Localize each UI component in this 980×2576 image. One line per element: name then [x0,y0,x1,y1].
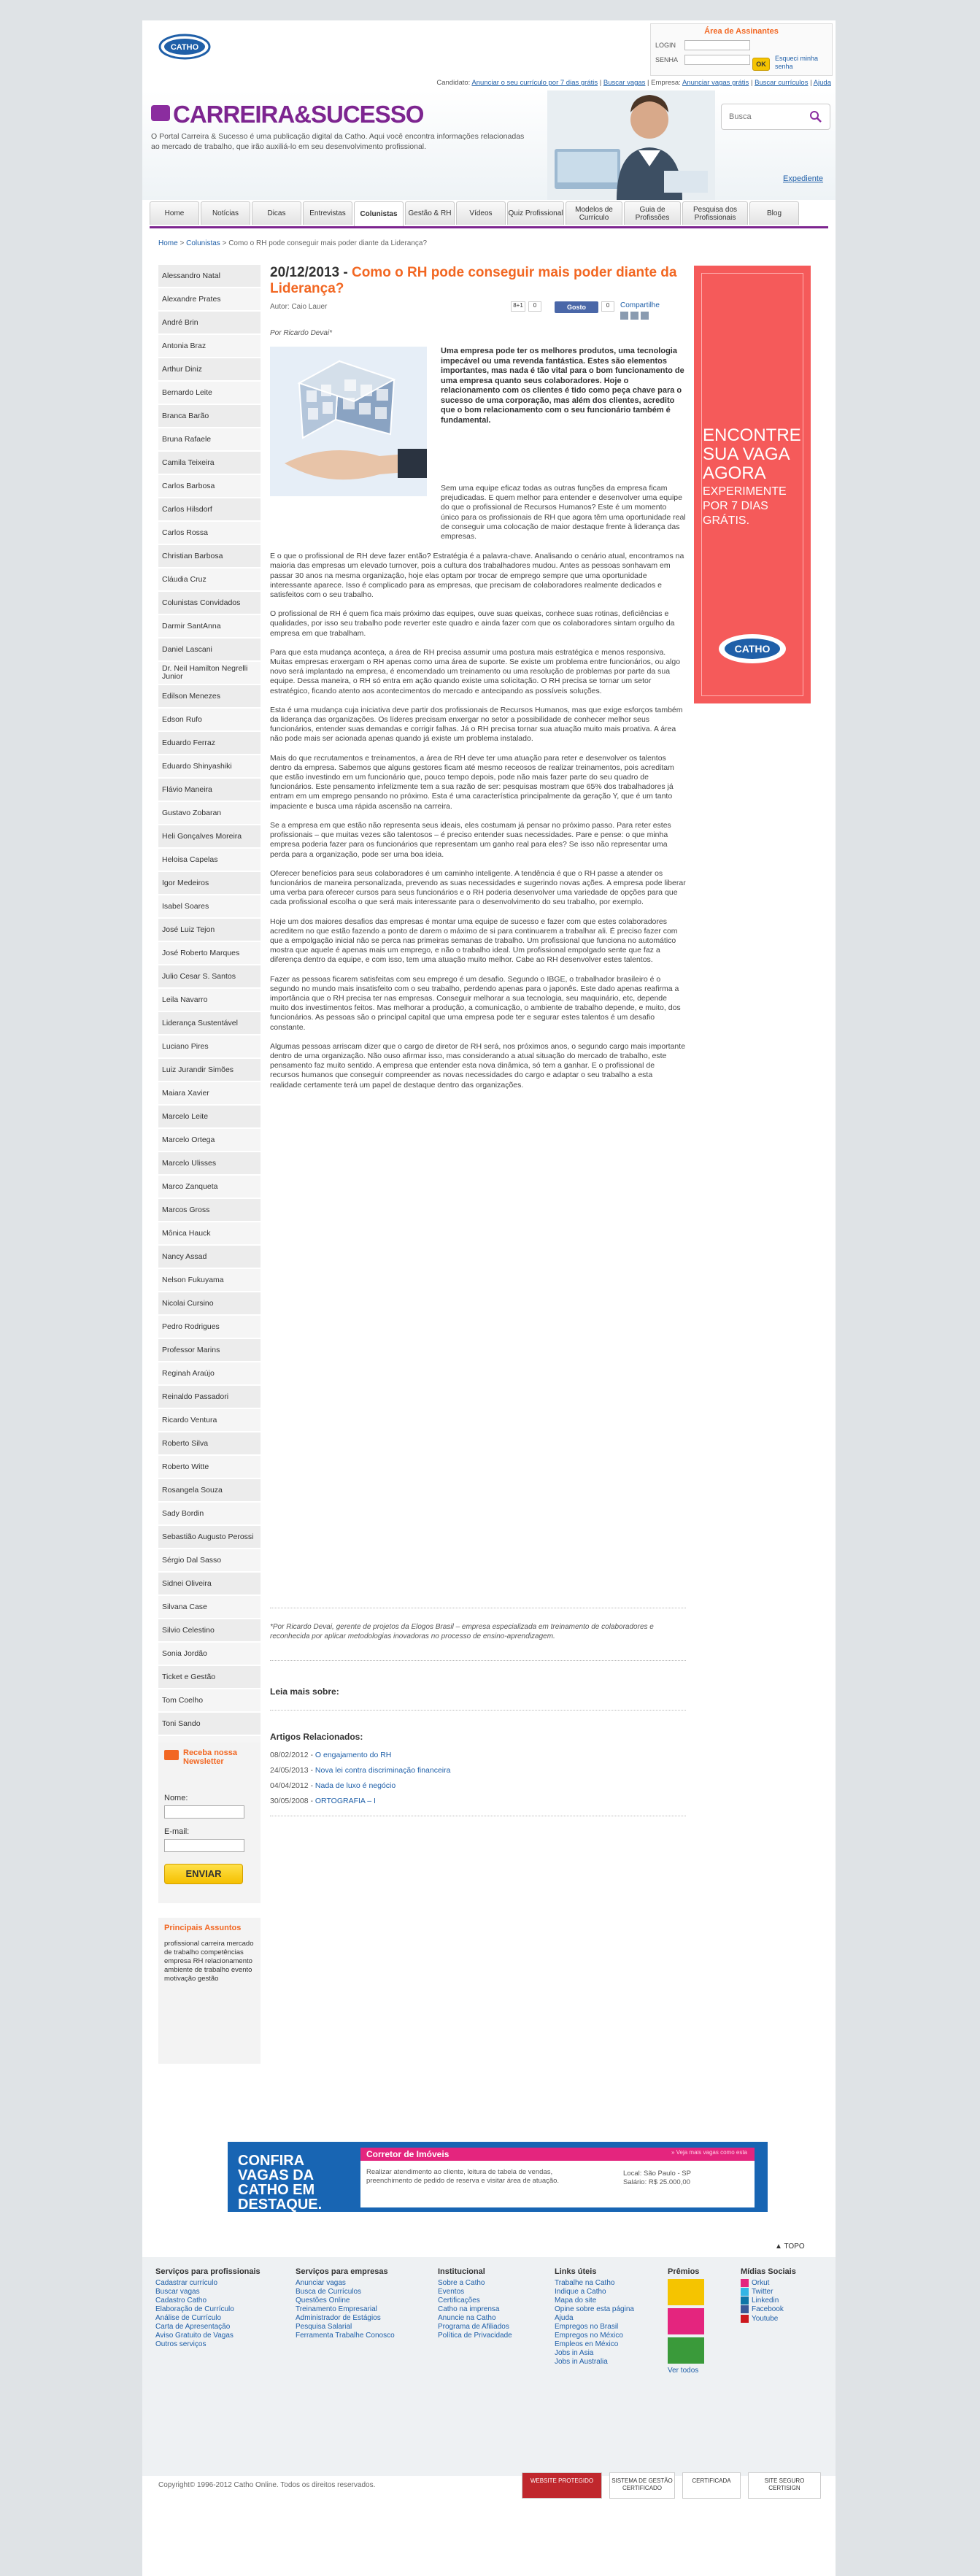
footer-link[interactable]: Treinamento Empresarial [296,2305,377,2313]
sidebar-item-columnist[interactable]: Eduardo Shinyashiki [158,755,261,779]
footer-col-title: Serviços para empresas [296,2267,388,2276]
article-date: 20/12/2013 - [270,265,348,280]
sidebar-item-columnist[interactable]: Roberto Silva [158,1432,261,1456]
footer-link[interactable]: Ferramenta Trabalhe Conosco [296,2332,395,2340]
sidebar-item-columnist[interactable]: Nancy Assad [158,1246,261,1269]
award-badge[interactable] [668,2279,704,2305]
sidebar-item-columnist[interactable]: Edilson Menezes [158,685,261,709]
print-icon[interactable] [620,312,628,320]
sidebar-item-columnist[interactable]: Sonia Jordão [158,1643,261,1666]
sidebar-item-columnist[interactable]: Professor Marins [158,1339,261,1362]
sidebar-item-columnist[interactable]: Branca Barão [158,405,261,428]
sidebar-item-columnist[interactable]: Carlos Hilsdorf [158,498,261,522]
candidato-label: Candidato: [436,79,471,87]
sidebar-item-columnist[interactable]: Toni Sando [158,1713,261,1736]
tab-quiz-profissional[interactable]: Quiz Profissional [507,201,564,225]
article-title [270,265,686,297]
sub-navigation: Candidato: Anunciar o seu currículo por 7 dias grátis | Buscar vagas | Empresa: Anunciar vagas grátis | Buscar currículos | Ajuda [436,79,831,87]
footer-link[interactable]: Outros serviços [155,2340,207,2348]
ad-headline: ENCONTRE SUA VAGA AGORA [703,425,801,483]
login-box [650,23,833,76]
article-lead: Uma empresa pode ter os melhores produtos, uma tecnologia impecável ou uma revenda fantástica. Estes são elementos importantes, mas nada é tão vital para o bom funcionamento de uma empresa quanto seus colaboradores. Hoje o relacionamento com os clientes é tido como peça chave para o sucesso de uma corporação, mas além dos clientes, acredito que o bom relacionamento com o seu funcionário também é fundamental. [441,347,684,425]
job-card-more-link[interactable]: » Veja mais vagas como esta [671,2149,747,2156]
sidebar-item-columnist[interactable]: Darmir SantAnna [158,615,261,639]
sidebar-item-columnist[interactable]: Pedro Rodrigues [158,1316,261,1339]
tab-underline [150,226,828,228]
social-link-label: Youtube [752,2314,779,2323]
copyright: Copyright© 1996-2012 Catho Online. Todos os direitos reservados. [158,2481,376,2489]
sidebar-item-columnist[interactable]: Daniel Lascani [158,639,261,662]
gplus-button[interactable]: 8+1 [511,301,525,312]
seal-certisign[interactable]: SITE SEGURO CERTISIGN [748,2472,821,2499]
footer-link[interactable]: Mapa do site [555,2297,597,2305]
footer-col-institucional [438,2267,540,2340]
sidebar-item-columnist[interactable]: Sady Bordin [158,1503,261,1526]
article-paragraph: Sem uma equipe eficaz todas as outras funções da empresa ficam prejudicadas. E quem melhor para entender e desenvolver uma equipe do que o profissional de Recursos Humanos? Este é um momento único para os profissionais de RH que agora têm uma oportunidade real de conseguir uma colocação de maior destaque frente à liderança das empresas. [441,484,686,541]
header-banner [142,90,836,200]
footer-col-title: Links úteis [555,2267,597,2276]
newsletter-box [158,1743,261,1903]
article-paragraph: Se a empresa em que estão não representa seus ideais, eles costumam já pensar no próximo passo. Para reter estes profissionais – que muitas vezes são talentosos – é preciso entender suas necessidades. Pare e pense: o que minha empresa poderia fazer para os funcionários que representam um ganho real para eles? Se isso não representar uma perda para a organização, pode ser uma boa ideia. [270,820,671,859]
footer-link[interactable]: Aviso Gratuito de Vagas [155,2332,234,2340]
footer-link[interactable]: Política de Privacidade [438,2332,512,2340]
related-articles-heading: Artigos Relacionados: [270,1732,363,1742]
related-date: 30/05/2008 - [270,1797,313,1805]
job-card-salary: Salário: R$ 25.000,00 [623,2178,690,2186]
facebook-like-button[interactable]: Gosto [555,301,598,313]
tab-home[interactable]: Home [150,201,199,225]
sidebar-item-columnist[interactable]: Maiara Xavier [158,1082,261,1106]
brand-description: O Portal Carreira & Sucesso é uma publicação digital da Catho. Aqui você encontra informações relacionadas ao mercado de trabalho, que irão auxiliá-lo em seu desenvolvimento profissional. [151,132,525,151]
social-link-label: Linkedin [752,2297,779,2305]
related-articles-list [270,1748,686,1809]
youtube-icon [741,2315,749,2323]
footer-col-title: Mídias Sociais [741,2267,796,2276]
article-paragraph: Mais do que recrutamentos e treinamentos, a área de RH deve ter uma atuação para reter e desenvolver os talentos dentro da empresa. Sabemos que alguns gestores ficam até mesmo receosos de realizar treinamentos, pois acreditam que estão investindo em um funcionário que, pouco tempo depois, pode não mais fazer parte do seu quadro de funcionários. Este pensamento infelizmente tem a sua razão de ser: pesquisas mostram que 65% dos trabalhadores já entram em um emprego pensando no próximo. Esta é uma característica principalmente da geração Y, que é um tanto impaciente e busca uma rápida ascensão na carreira. [270,753,674,811]
related-link[interactable]: ORTOGRAFIA – I [315,1797,376,1805]
sidebar-item-columnist[interactable]: Marcelo Ortega [158,1129,261,1152]
job-card-location: Local: São Paulo - SP [623,2170,691,2178]
footer-link[interactable]: Indique a Catho [555,2288,606,2296]
article-paragraph: Hoje um dos maiores desafios das empresas é montar uma equipe de sucesso e fazer com que estes colaboradores acreditem no que estão fazendo a ponto de darem o máximo de si para continuarem a trabalhar ali. É preciso fazer com que a empolgação inicial não se perca nas primeiras semanas de trabalho. Um profissional que funciona no automático mostra que aquele é apenas mais um emprego, e não o trabalho ideal. Um profissional empolgado sente que faz a diferença dentro da equipe, e com isso, tem uma atuação muito melhor. Cabe ao RH desenvolver estes talentos. [270,917,678,965]
share-icons [620,312,664,320]
footer-link[interactable]: Buscar vagas [155,2288,200,2296]
footer-link[interactable]: Elaboração de Currículo [155,2305,234,2313]
article-paragraph: Fazer as pessoas ficarem satisfeitas com seu emprego é um desafio. Segundo o IBGE, o trabalhador brasileiro é o segundo no mundo mais insatisfeito com o seu trabalho, perdendo apenas para o japonês. Este dado apenas reafirma a importância que o RH precisa ter nas empresas. Conseguir melhorar a sua tecnologia, seu maquinário, etc, depende muito dos investimentos feitos. Mas melhorar a produção, a comunicação, o ambiente de trabalho depende, e muito, dos funcionários. As pessoas são o principal capital que uma empresa pode ter e segurar estes talentos é um desafio constante. [270,974,681,1032]
sidebar-item-columnist[interactable]: José Luiz Tejon [158,919,261,942]
twitter-icon [741,2288,749,2296]
catho-ad-logo [716,630,789,667]
footer-link[interactable]: Certificações [438,2297,480,2305]
sidebar-item-columnist[interactable]: Luiz Jurandir Simões [158,1059,261,1082]
topics-tag-cloud[interactable]: profissional carreira mercado de trabalho competências empresa RH relacionamento ambiente de trabalho evento motivação gestão [164,1940,254,1983]
newsletter-name-field[interactable] [164,1805,244,1819]
login-title: Área de Assinantes [704,27,779,36]
related-article [270,1763,686,1778]
security-seals [500,2472,828,2502]
main-tabs [150,201,828,226]
social-link-orkut[interactable] [741,2279,828,2288]
sidebar-item-columnist[interactable]: Bernardo Leite [158,382,261,405]
related-link[interactable]: O engajamento do RH [315,1751,392,1759]
sidebar-item-columnist[interactable]: Edson Rufo [158,709,261,732]
footer-link[interactable]: Pesquisa Salarial [296,2323,352,2331]
article-paragraph: Esta é uma mudança cuja iniciativa deve partir dos profissionais de Recursos Humanos, mas que exige esforços também da liderança das organizações. Os líderes precisam enxergar no setor a possibilidade de conhecer melhor seus funcionários, entender suas demandas e corrigir falhas. Já o RH precisa tornar sua atuação muito mais proativa. A área não pode mais ser acionada apenas quando já existe um problema instalado. [270,705,683,744]
article-footnote: *Por Ricardo Devai, gerente de projetos da Elogos Brasil – empresa especializada em treinamento de colaboradores e reconhecida por aplicar metodologias inovadoras no processo de ensino-aprendizagem. [270,1623,654,1640]
tab-dicas[interactable]: Dicas [252,201,301,225]
related-date: 04/04/2012 - [270,1781,313,1790]
subnav-link-buscar-curriculos[interactable]: Buscar currículos [755,79,809,87]
seal-website-protegido[interactable]: WEBSITE PROTEGIDO [522,2472,602,2499]
footer-link[interactable]: Anuncie na Catho [438,2314,496,2322]
sidebar-item-columnist[interactable]: Eduardo Ferraz [158,732,261,755]
topics-box [158,1918,261,2064]
envelope-icon [164,1750,179,1760]
article-paragraph: O profissional de RH é quem fica mais próximo das equipes, ouve suas queixas, conhece suas rotinas, deficiências e qualidades, por isso seu trabalho pode reverter este quadro e ainda fazer com que os colaboradores sintam orgulho da empresa em que trabalham. [270,609,675,638]
forgot-password-link[interactable]: Esqueci minha senha [775,55,819,70]
top-bar [142,20,836,88]
breadcrumb-current: Como o RH pode conseguir mais poder diante da Liderança? [228,239,428,247]
facebook-like-count: 0 [601,301,614,312]
tab-entrevistas[interactable]: Entrevistas [303,201,352,225]
article-author: Autor: Caio Lauer [270,303,328,311]
font-size-icon[interactable] [641,312,649,320]
subnav-link-anunciar-curriculo[interactable]: Anunciar o seu currículo por 7 dias grátis [471,79,598,87]
footer-col-links-uteis [555,2267,657,2367]
footer-link[interactable]: Empleos en México [555,2340,619,2348]
related-article [270,1748,686,1763]
subnav-link-buscar-vagas[interactable]: Buscar vagas [603,79,646,87]
related-date: 08/02/2012 - [270,1751,313,1759]
sidebar-item-columnist[interactable]: Ticket e Gestão [158,1666,261,1689]
sidebar-item-columnist[interactable]: Luciano Pires [158,1036,261,1059]
sidebar-item-columnist[interactable]: André Brin [158,312,261,335]
article-paragraph: Para que esta mudança aconteça, a área de RH precisa assumir uma postura mais estratégica e menos responsiva. Muitas empresas enxergam o RH apenas como uma área de suporte. Se existe um problema entre funcionários, ou algo novo será implantado na empresa, é encomendado um treinamento ou uma resolução de problemas por parte da sua equipe. Dessa maneira, o RH só entra em ação quando existe uma solicitação. O RH precisa se tornar um setor estratégico, ficando atento aos acontecimentos do mercado e antecipando as possíveis soluções. [270,647,681,695]
footer-col-title: Prêmios [668,2267,700,2276]
footer [142,2257,836,2476]
email-icon[interactable] [630,312,638,320]
related-article [270,1794,686,1809]
sidebar-item-columnist[interactable]: Rosangela Souza [158,1479,261,1503]
sidebar-item-columnist[interactable]: Colunistas Convidados [158,592,261,615]
tab-gestao-rh[interactable]: Gestão & RH [405,201,455,225]
footer-link[interactable]: Empregos no México [555,2332,623,2340]
social-link-facebook[interactable] [741,2305,828,2314]
sidebar-item-columnist[interactable]: Marcos Gross [158,1199,261,1222]
article-body [270,484,686,1100]
social-link-youtube[interactable] [741,2315,828,2324]
footer-link[interactable]: Cadastrar currículo [155,2279,218,2287]
related-date: 24/05/2013 - [270,1766,313,1775]
breadcrumb-section[interactable]: Colunistas [186,239,220,247]
sidebar-item-columnist[interactable]: Marcelo Leite [158,1106,261,1129]
social-link-twitter[interactable] [741,2288,828,2297]
sidebar-item-columnist[interactable]: Nelson Fukuyama [158,1269,261,1292]
footer-link[interactable]: Ajuda [555,2314,574,2322]
footer-col-title: Serviços para profissionais [155,2267,261,2276]
brand-title[interactable]: CARREIRA&SUCESSO [173,101,424,128]
password-row [655,56,678,63]
sidebar-item-columnist[interactable]: Isabel Soares [158,895,261,919]
sidebar-item-columnist[interactable]: Julio Cesar S. Santos [158,965,261,989]
columnist-sidebar [158,265,261,1759]
gplus-count: 0 [528,301,541,312]
sidebar-item-columnist[interactable]: Alexandre Prates [158,288,261,312]
newsletter-send-button[interactable]: ENVIAR [164,1864,243,1884]
award-badge[interactable] [668,2337,704,2364]
footer-col-title: Institucional [438,2267,485,2276]
article-byline: Por Ricardo Devai* [270,329,333,337]
sidebar-item-columnist[interactable]: Silvana Case [158,1596,261,1619]
banner-person-image [547,90,715,200]
newsletter-email-label: E-mail: [164,1827,190,1836]
footer-link[interactable]: Carta de Apresentação [155,2323,231,2331]
sidebar-item-columnist[interactable]: Carlos Rossa [158,522,261,545]
footer-link[interactable]: Eventos [438,2288,465,2296]
article-title-text: Como o RH pode conseguir mais poder diante da Liderança? [270,265,677,296]
sidebar-item-columnist[interactable]: Carlos Barbosa [158,475,261,498]
divider [270,1710,686,1711]
briefcase-icon [151,105,170,121]
share-bar [511,300,686,320]
breadcrumb: Home > Colunistas > Como o RH pode conseguir mais poder diante da Liderança? [158,239,428,247]
subnav-link-anunciar-vagas[interactable]: Anunciar vagas grátis [682,79,749,87]
sidebar-item-columnist[interactable]: Igor Medeiros [158,872,261,895]
footer-link[interactable]: Jobs in Asia [555,2349,594,2357]
footer-link[interactable]: Sobre a Catho [438,2279,485,2287]
newsletter-title: Receba nossa Newsletter [183,1748,237,1766]
login-input[interactable] [684,40,750,50]
social-link-label: Facebook [752,2305,784,2314]
share-link[interactable]: Compartilhe [620,301,660,309]
job-card-details [623,2170,691,2187]
sidebar-item-columnist[interactable]: Arthur Diniz [158,358,261,382]
footer-link[interactable]: Busca de Currículos [296,2288,362,2296]
related-article [270,1778,686,1794]
awards-see-all-link[interactable]: Ver todos [668,2367,699,2375]
sidebar-item-columnist[interactable]: Alessandro Natal [158,265,261,288]
topics-title: Principais Assuntos [164,1924,242,1932]
expediente-link[interactable]: Expediente [783,174,824,183]
sidebar-item-columnist[interactable]: Roberto Witte [158,1456,261,1479]
newsletter-name-label: Nome: [164,1794,188,1802]
social-link-label: Orkut [752,2279,770,2288]
footer-link[interactable]: Análise de Currículo [155,2314,222,2322]
sidebar-item-columnist[interactable]: Cláudia Cruz [158,568,261,592]
linkedin-icon [741,2297,749,2305]
sidebar-item-columnist[interactable]: Bruna Rafaele [158,428,261,452]
footer-link[interactable]: Opine sobre esta página [555,2305,634,2313]
job-card-description: Realizar atendimento ao cliente, leitura de tabela de vendas, preenchimento de pedido de reserva e visitar área de atuação. [366,2168,560,2185]
divider [270,1660,686,1661]
newsletter-email-field[interactable] [164,1839,244,1852]
ad-subline: EXPERIMENTE POR 7 DIAS GRÁTIS. [703,485,787,527]
catho-logo[interactable] [158,34,211,60]
sidebar-item-columnist[interactable]: José Roberto Marques [158,942,261,965]
sidebar-item-columnist[interactable]: Antonia Braz [158,335,261,358]
breadcrumb-home[interactable]: Home [158,239,178,247]
sidebar-item-columnist[interactable]: Heloisa Capelas [158,849,261,872]
footer-link[interactable]: Empregos no Brasil [555,2323,619,2331]
tab-videos[interactable]: Vídeos [456,201,506,225]
sidebar-item-columnist[interactable]: Reinaldo Passadori [158,1386,261,1409]
tab-pesquisa-profissionais[interactable]: Pesquisa dos Profissionais [682,201,748,225]
footer-link[interactable]: Trabalhe na Catho [555,2279,615,2287]
password-input[interactable] [684,55,750,65]
sidebar-item-columnist[interactable]: Gustavo Zobaran [158,802,261,825]
login-label: LOGIN [655,42,676,49]
sidebar-item-columnist[interactable]: Sebastião Augusto Perossi [158,1526,261,1549]
sidebar-item-columnist[interactable]: Leila Navarro [158,989,261,1012]
tab-modelos-curriculo[interactable]: Modelos de Currículo [566,201,622,225]
social-link-linkedin[interactable] [741,2297,828,2305]
seal-certificada[interactable]: CERTIFICADA [682,2472,741,2499]
banner-headline: CONFIRA VAGAS DA CATHO EM DESTAQUE. [238,2153,323,2213]
sidebar-item-columnist[interactable]: Sidnei Oliveira [158,1573,261,1596]
footer-link[interactable]: Catho na imprensa [438,2305,500,2313]
footer-link[interactable]: Administrador de Estágios [296,2314,381,2322]
catho-ad-logo-text: CATHO [734,643,771,655]
article-paragraph: E o que o profissional de RH deve fazer então? Estratégia é a palavra-chave. Analisando o cenário atual, encontramos na maioria das empresas um elevado turnover, pois a cultura dos trabalhadores mudou. Antes as pessoas sonhavam em passar 30 anos na mesma organização, hoje elas optam por trocar de emprego sempre que uma oportunidade interessante aparece. Isso é complicado para as empresas, que precisam de colaboradores realmente dedicados e satisfeitos com o seu trabalho. [270,552,684,600]
login-ok-button[interactable]: OK [752,58,770,71]
tab-noticias[interactable]: Notícias [201,201,250,225]
footer-col-midias-sociais [741,2267,828,2324]
empresa-label: Empresa: [651,79,681,87]
subnav-link-ajuda[interactable]: Ajuda [813,79,831,87]
sidebar-item-columnist[interactable]: Heli Gonçalves Moreira [158,825,261,849]
footer-link[interactable]: Questões Online [296,2297,350,2305]
search-input[interactable] [729,111,802,123]
sidebar-item-columnist[interactable]: Tom Coelho [158,1689,261,1713]
footer-col-empresas [296,2267,420,2340]
sidebar-item-columnist[interactable]: Nicolai Cursino [158,1292,261,1316]
job-card[interactable] [360,2148,755,2207]
login-row [655,42,676,49]
sidebar-item-columnist[interactable]: Sérgio Dal Sasso [158,1549,261,1573]
sidebar-item-columnist[interactable]: Flávio Maneira [158,779,261,802]
footer-link[interactable]: Jobs in Australia [555,2358,608,2366]
sidebar-item-columnist[interactable]: Silvio Celestino [158,1619,261,1643]
facebook-icon [741,2305,749,2313]
sidebar-item-columnist[interactable]: Liderança Sustentável [158,1012,261,1036]
orkut-icon [741,2279,749,2287]
job-card-title[interactable]: Corretor de Imóveis [360,2148,755,2161]
seal-gestao-certificado[interactable]: SISTEMA DE GESTÃO CERTIFICADO [609,2472,675,2499]
tab-blog[interactable]: Blog [749,201,799,225]
social-link-label: Twitter [752,2288,773,2297]
page [142,20,836,2576]
password-label: SENHA [655,56,679,63]
sidebar-item-columnist[interactable]: Christian Barbosa [158,545,261,568]
sidebar-item-columnist[interactable]: Camila Teixeira [158,452,261,475]
sidebar-item-columnist[interactable]: Ricardo Ventura [158,1409,261,1432]
catho-side-ad[interactable] [694,266,811,703]
footer-col-premios [668,2267,726,2375]
sidebar-item-columnist[interactable]: Dr. Neil Hamilton Negrelli Junior [158,662,261,685]
sidebar-item-columnist[interactable]: Reginah Araújo [158,1362,261,1386]
catho-logo-text: CATHO [170,43,199,52]
award-badge[interactable] [668,2308,704,2334]
search-icon[interactable] [809,110,822,123]
tab-colunistas[interactable]: Colunistas [354,201,404,226]
footer-link[interactable]: Anunciar vagas [296,2279,346,2287]
tab-guia-profissoes[interactable]: Guia de Profissões [624,201,681,225]
footer-link[interactable]: Cadastro Catho [155,2297,207,2305]
sidebar-item-columnist[interactable]: Marco Zanqueta [158,1176,261,1199]
article-paragraph: Oferecer benefícios para seus colaboradores é um caminho inteligente. A tendência é que o RH passe a atender os funcionários de maneira personalizada, prevendo as suas necessidades e sugerindo novas ações. A empresa pode liberar uma verba para oferecer cursos para seus funcionários e o RH poderia desenvolver uma variedade de opções para que cada profissional escolha o que será mais interessante para o desenvolvimento do seu trabalho, por exemplo. [270,868,686,907]
sidebar-item-columnist[interactable]: Marcelo Ulisses [158,1152,261,1176]
article-cube-photo [270,347,427,496]
read-more-heading: Leia mais sobre: [270,1686,339,1697]
featured-jobs-banner[interactable] [228,2142,768,2212]
footer-link[interactable]: Programa de Afiliados [438,2323,509,2331]
search-box [721,104,830,130]
sidebar-item-columnist[interactable]: Mônica Hauck [158,1222,261,1246]
related-link[interactable]: Nova lei contra discriminação financeira [315,1766,451,1775]
related-link[interactable]: Nada de luxo é negócio [315,1781,396,1790]
article-paragraph: Algumas pessoas arriscam dizer que o cargo de diretor de RH será, nos próximos anos, o segundo cargo mais importante dentro de uma organização. Não ouso afirmar isso, mas considerando a atual situação do mercado de trabalho, este pensamento faz muito sentido. A empresa que entender esta nova dinâmica, só tem a ganhar. E o profissional de recursos humanos que conseguir compreender as novas necessidades do cargo e adaptar o seu trabalho a esta realidade certamente terá um papel de destaque dentro das organizações. [270,1041,686,1090]
back-to-top-link[interactable]: ▲ TOPO [775,2243,805,2251]
footer-col-profissionais [155,2267,272,2349]
